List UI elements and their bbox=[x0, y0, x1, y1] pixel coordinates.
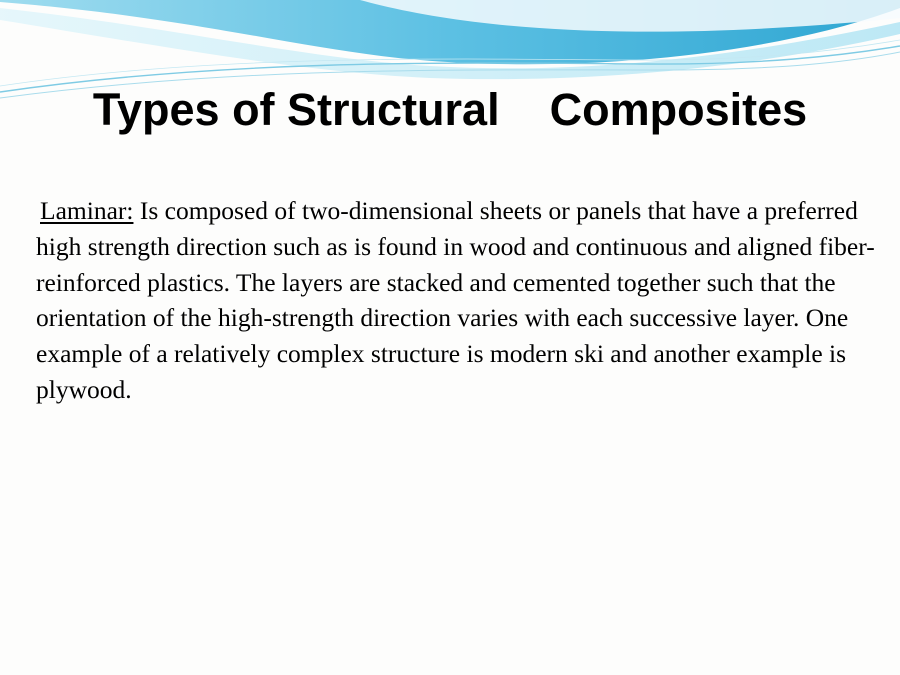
term-laminar: Laminar: bbox=[40, 196, 134, 225]
body-paragraph bbox=[36, 193, 884, 408]
paragraph-text: Is composed of two-dimensional sheets or panels that have a preferred high strength direction such as is found in wood and continuous and aligned fiber-reinforced plastics. The layers are stacked and cemented together such that the orientation of the high-strength direction varies with each successive layer. One example of a relatively complex structure is modern ski and another example is plywood. bbox=[36, 196, 875, 404]
slide-title: Types of Structural Composites bbox=[92, 84, 808, 135]
